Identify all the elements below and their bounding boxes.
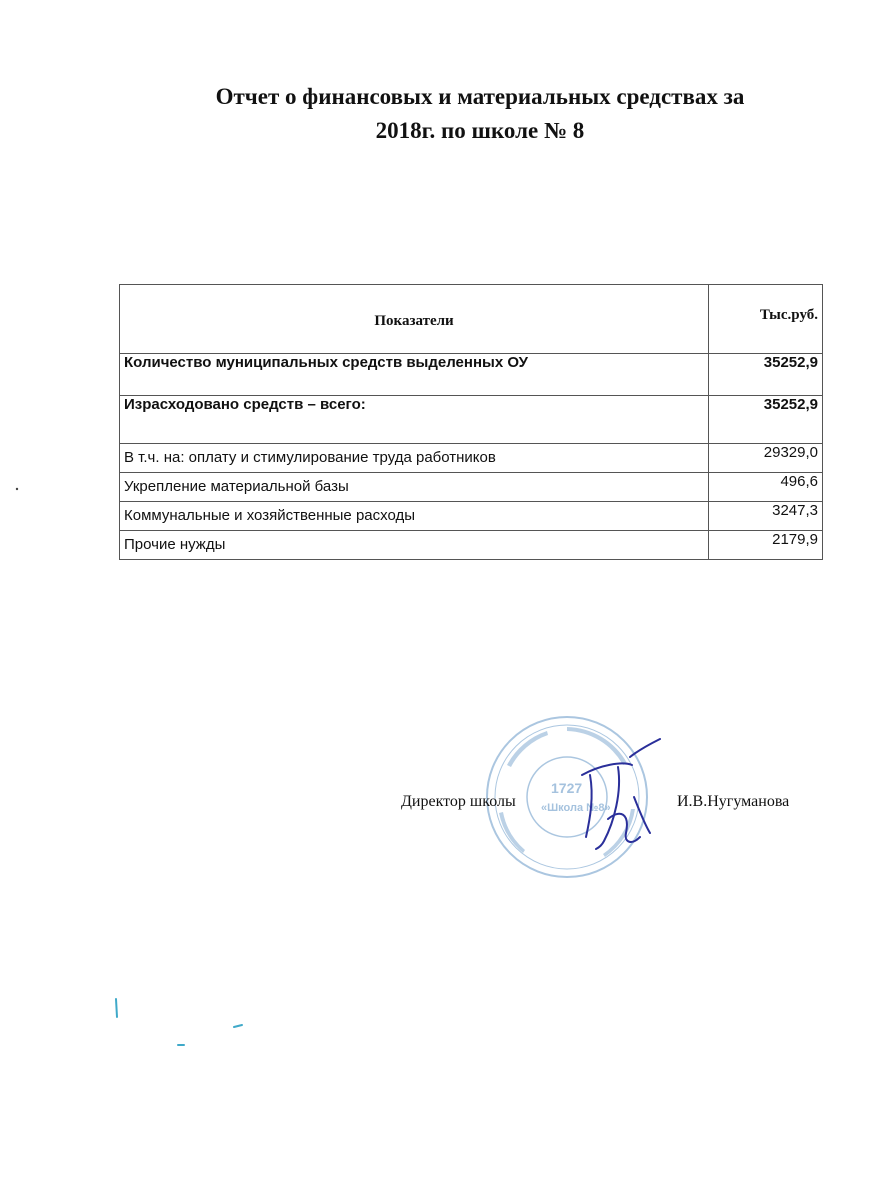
table-row bbox=[120, 531, 823, 560]
header-unit: Тыс.руб. bbox=[709, 285, 823, 354]
title-line-2: 2018г. по школе № 8 bbox=[375, 118, 585, 143]
row-value: 496,6 bbox=[709, 473, 823, 502]
row-value: 35252,9 bbox=[709, 354, 823, 396]
stamp-number: 1727 bbox=[551, 780, 583, 796]
table-row bbox=[120, 444, 823, 473]
row-value: 2179,9 bbox=[709, 531, 823, 560]
finance-table bbox=[119, 284, 823, 560]
scan-dot bbox=[12, 484, 22, 494]
stamp-inner-text: «Школа №8» bbox=[541, 802, 611, 814]
row-value: 3247,3 bbox=[709, 502, 823, 531]
scan-mark bbox=[110, 995, 260, 1055]
row-label: Укрепление материальной базы bbox=[120, 473, 709, 502]
director-title: Директор школы bbox=[401, 793, 516, 810]
row-label: Прочие нужды bbox=[120, 531, 709, 560]
row-value: 29329,0 bbox=[709, 444, 823, 473]
row-label: В т.ч. на: оплату и стимулирование труда работников bbox=[120, 444, 709, 473]
row-label: Количество муниципальных средств выделенных ОУ bbox=[120, 354, 709, 396]
header-indicators: Показатели bbox=[120, 285, 709, 354]
director-signature bbox=[560, 737, 670, 857]
table-row bbox=[120, 502, 823, 531]
director-name: И.В.Нугуманова bbox=[677, 793, 790, 810]
row-label: Израсходовано средств – всего: bbox=[120, 396, 709, 444]
document-title bbox=[100, 80, 860, 148]
row-value: 35252,9 bbox=[709, 396, 823, 444]
row-label: Коммунальные и хозяйственные расходы bbox=[120, 502, 709, 531]
table-row bbox=[120, 473, 823, 502]
table-row bbox=[120, 396, 823, 444]
table-header-row bbox=[120, 285, 823, 354]
title-line-1: Отчет о финансовых и материальных средствах за bbox=[215, 84, 745, 109]
table-row bbox=[120, 354, 823, 396]
